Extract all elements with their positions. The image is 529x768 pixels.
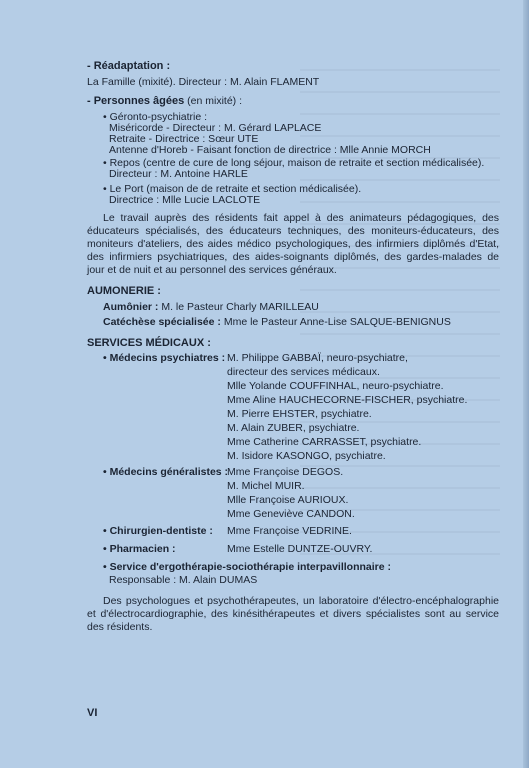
- aumonier-label: Aumônier :: [103, 301, 159, 313]
- port-title: • Le Port (maison de de retraite et section médicalisée).: [103, 183, 362, 195]
- generalistes-label: • Médecins généralistes :: [103, 466, 229, 478]
- repos-line: Directeur : M. Antoine HARLE: [109, 168, 248, 180]
- repos-title: • Repos (centre de cure de long séjour, maison de retraite et section médicalisée).: [103, 157, 485, 169]
- personnes-agees-heading-row: [87, 95, 242, 108]
- ergotherapie-line: Responsable : M. Alain DUMAS: [109, 574, 258, 586]
- personnes-agees-heading: - Personnes âgées: [87, 95, 185, 107]
- aumonier-value: M. le Pasteur Charly MARILLEAU: [161, 301, 319, 313]
- psychiatres-label: • Médecins psychiatres :: [103, 352, 226, 364]
- show-through-texture: [300, 58, 500, 558]
- psychiatre-entry: M. Isidore KASONGO, psychiatre.: [227, 450, 386, 462]
- psychiatre-entry: Mme Aline HAUCHECORNE-FISCHER, psychiatre.: [227, 394, 468, 406]
- port-line: Directrice : Mlle Lucie LACLOTE: [109, 194, 261, 206]
- psychiatre-entry: M. Pierre EHSTER, psychiatre.: [227, 408, 372, 420]
- psychiatre-entry: M. Alain ZUBER, psychiatre.: [227, 422, 360, 434]
- services-medicaux-heading: SERVICES MÉDICAUX :: [87, 337, 211, 349]
- catechese-label: Catéchèse spécialisée :: [103, 316, 221, 328]
- residents-paragraph: Le travail auprès des résidents fait appel à des animateurs pédagogiques, des éducateurs spécialisés, des éducateurs techniques, des moniteurs-éducateurs, des moniteurs d'ateliers, des aides médico psychologiques, des infirmiers diplômés d'Etat, des infirmiers psychiatriques, des aides-soignants diplômés, des gardes-malades de jour et de nuit et au personnel des services généraux.: [87, 212, 499, 276]
- geronto-title: • Géronto-psychiatrie :: [103, 111, 208, 123]
- generaliste-entry: Mme Françoise DEGOS.: [227, 466, 344, 478]
- geronto-line: Miséricorde - Directeur : M. Gérard LAPLACE: [109, 122, 322, 134]
- pharmacien-value: Mme Estelle DUNTZE-OUVRY.: [227, 543, 373, 555]
- psychiatre-entry: directeur des services médicaux.: [227, 366, 380, 378]
- generaliste-entry: Mlle Françoise AURIOUX.: [227, 494, 349, 506]
- psychiatre-entry: M. Philippe GABBAÏ, neuro-psychiatre,: [227, 352, 408, 364]
- catechese-value: Mme le Pasteur Anne-Lise SALQUE-BENIGNUS: [223, 316, 451, 328]
- dentiste-label: • Chirurgien-dentiste :: [103, 525, 213, 537]
- geronto-line: Antenne d'Horeb - Faisant fonction de directrice : Mlle Annie MORCH: [109, 144, 431, 156]
- geronto-line: Retraite - Directrice : Sœur UTE: [109, 133, 259, 145]
- page-edge-shadow: [523, 0, 529, 768]
- catechese-row: [103, 316, 451, 329]
- aumonerie-heading: AUMONERIE :: [87, 285, 161, 297]
- closing-paragraph: Des psychologues et psychothérapeutes, un laboratoire d'électro-encéphalographie et d'électrocardiographie, des kinésithérapeutes et divers spécialistes sont au service des résidents.: [87, 595, 499, 633]
- personnes-agees-note: (en mixité) :: [187, 95, 242, 107]
- dentiste-value: Mme Françoise VEDRINE.: [227, 525, 352, 537]
- generaliste-entry: Mme Geneviève CANDON.: [227, 508, 355, 520]
- psychiatre-entry: Mme Catherine CARRASSET, psychiatre.: [227, 436, 422, 448]
- ergotherapie-label: • Service d'ergothérapie-sociothérapie interpavillonnaire :: [103, 561, 392, 573]
- readaptation-line: La Famille (mixité). Directeur : M. Alain FLAMENT: [87, 76, 320, 88]
- generaliste-entry: M. Michel MUIR.: [227, 480, 305, 492]
- psychiatre-entry: Mlle Yolande COUFFINHAL, neuro-psychiatre.: [227, 380, 444, 392]
- readaptation-heading: - Réadaptation :: [87, 60, 171, 72]
- aumonier-row: [103, 301, 319, 314]
- pharmacien-label: • Pharmacien :: [103, 543, 176, 555]
- page-number: VI: [87, 707, 98, 719]
